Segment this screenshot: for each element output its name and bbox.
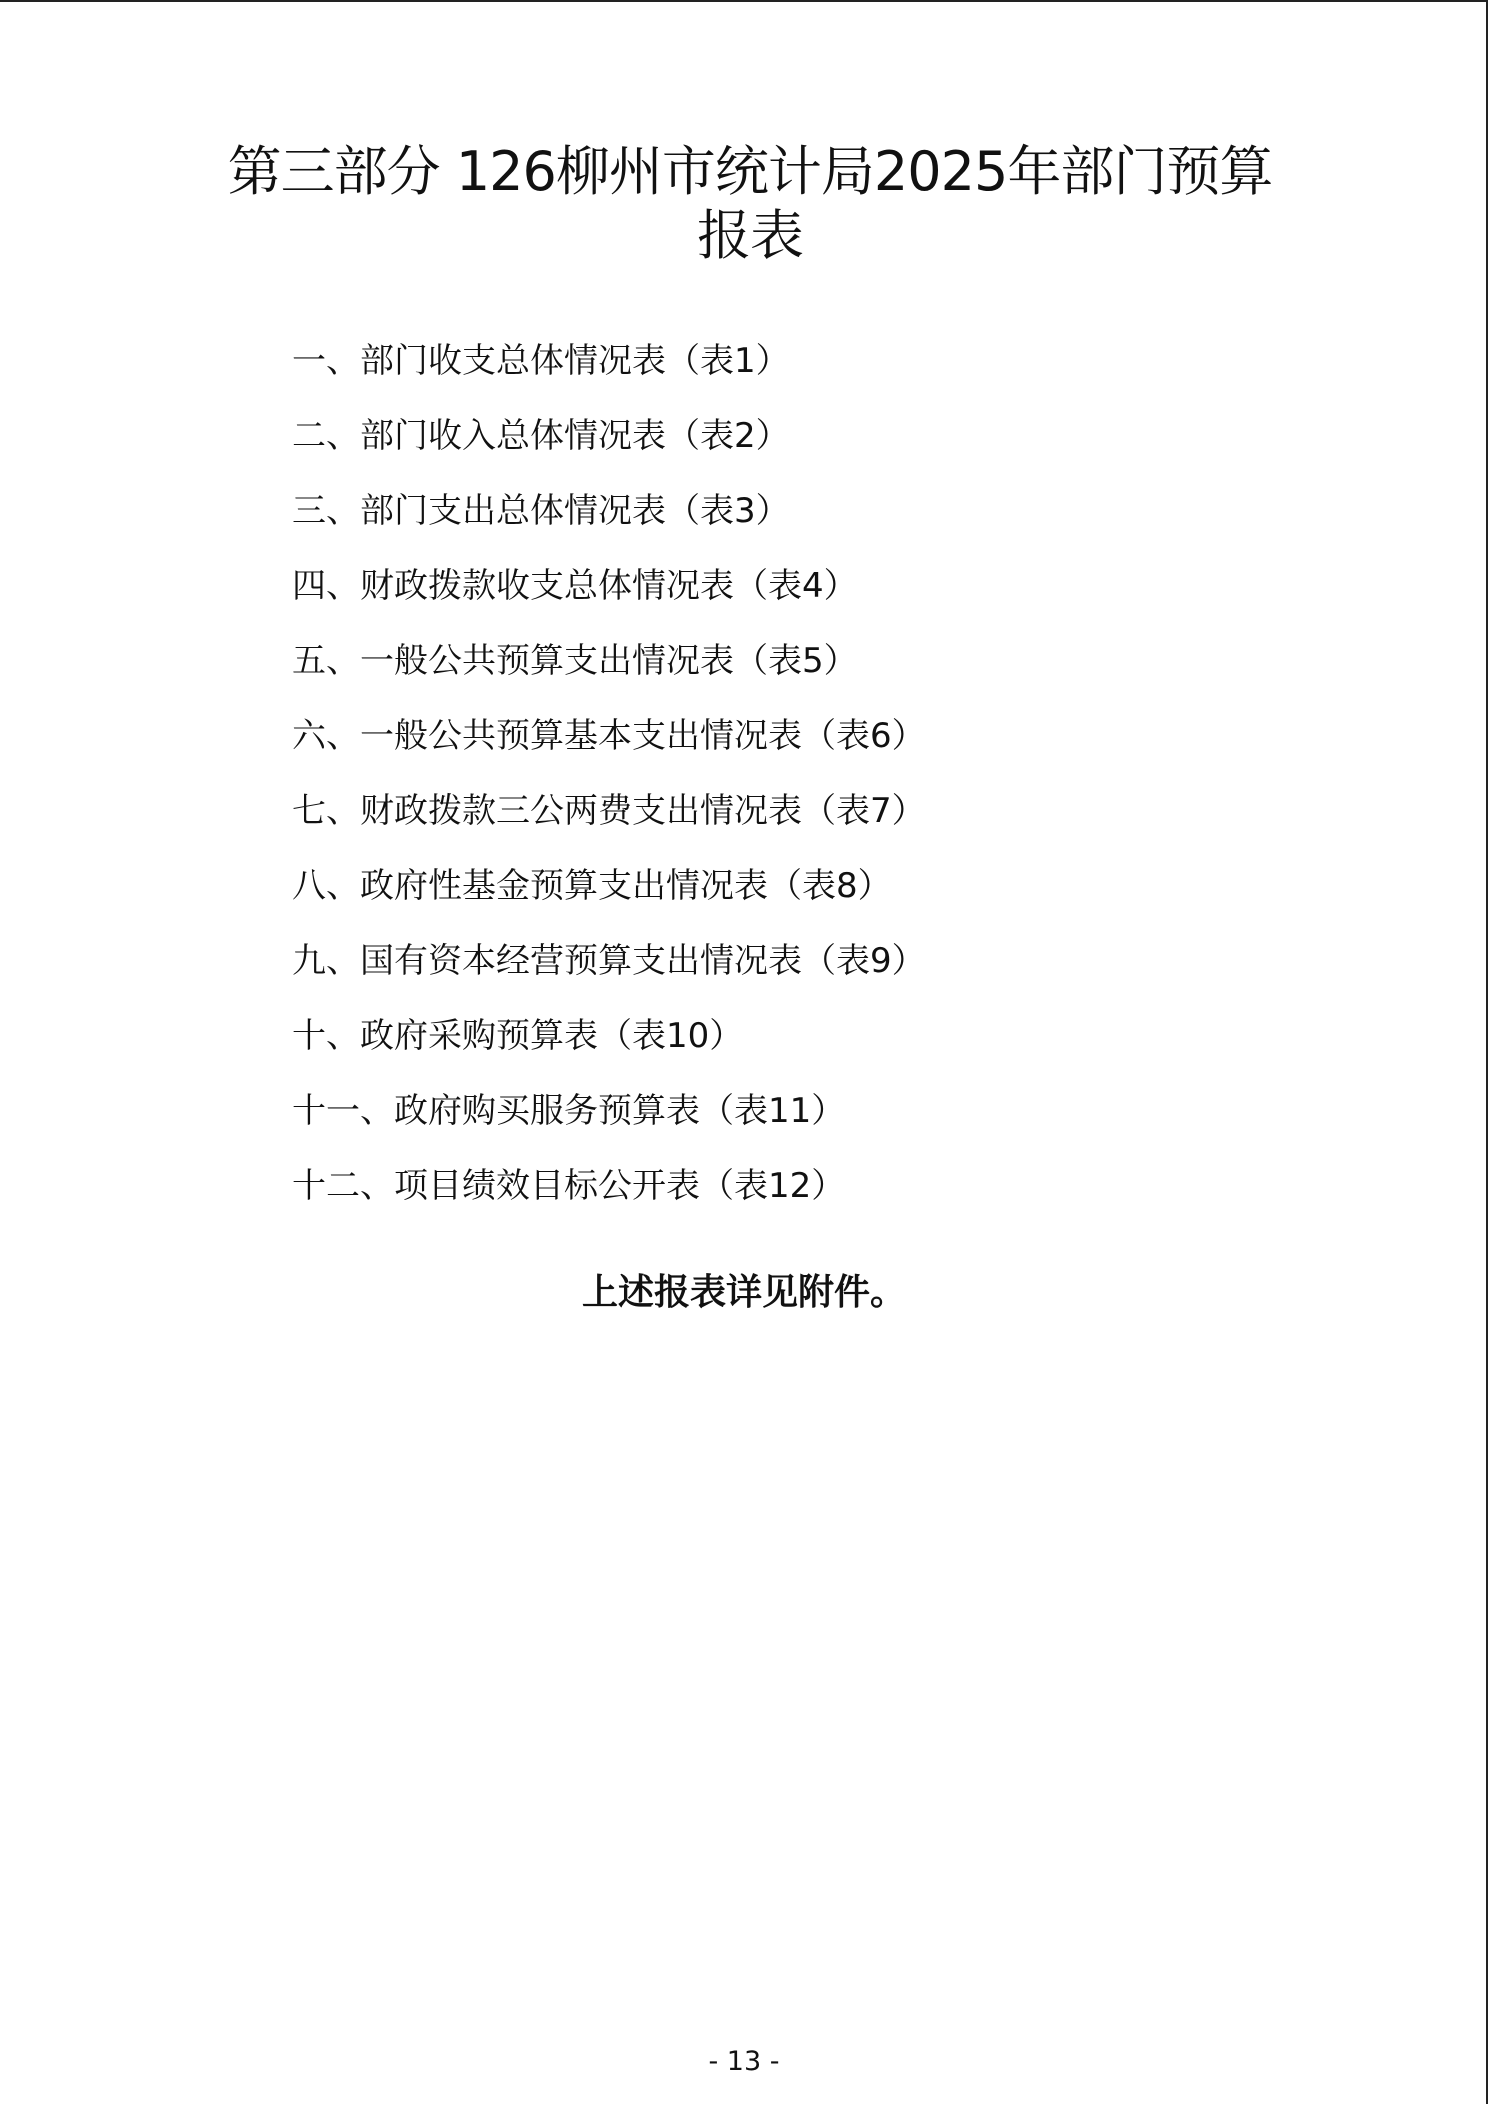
table-list-item: 四、财政拨款收支总体情况表（表4） [292, 566, 858, 606]
table-list-item: 七、财政拨款三公两费支出情况表（表7） [292, 791, 926, 831]
table-list-item: 五、一般公共预算支出情况表（表5） [292, 641, 858, 681]
page-number: - 13 - [708, 2046, 780, 2077]
table-list-item: 九、国有资本经营预算支出情况表（表9） [292, 941, 926, 981]
table-list-item: 六、一般公共预算基本支出情况表（表6） [292, 716, 926, 756]
table-list-item: 二、部门收入总体情况表（表2） [292, 416, 790, 456]
table-list-item: 十一、政府购买服务预算表（表11） [292, 1091, 846, 1131]
page-title-line-2: 报表 [697, 204, 803, 267]
table-list-item: 八、政府性基金预算支出情况表（表8） [292, 866, 892, 906]
table-list-item: 十、政府采购预算表（表10） [292, 1016, 744, 1056]
page-title [200, 140, 1300, 268]
table-list-item: 十二、项目绩效目标公开表（表12） [292, 1166, 846, 1206]
page-title-line-1: 第三部分 126柳州市统计局2025年部门预算 [227, 140, 1273, 203]
table-list-item: 三、部门支出总体情况表（表3） [292, 491, 790, 531]
page-border-top [0, 0, 1488, 2]
table-list [292, 332, 1192, 1232]
attachment-note: 上述报表详见附件。 [581, 1272, 906, 1313]
table-list-item: 一、部门收支总体情况表（表1） [292, 341, 790, 381]
